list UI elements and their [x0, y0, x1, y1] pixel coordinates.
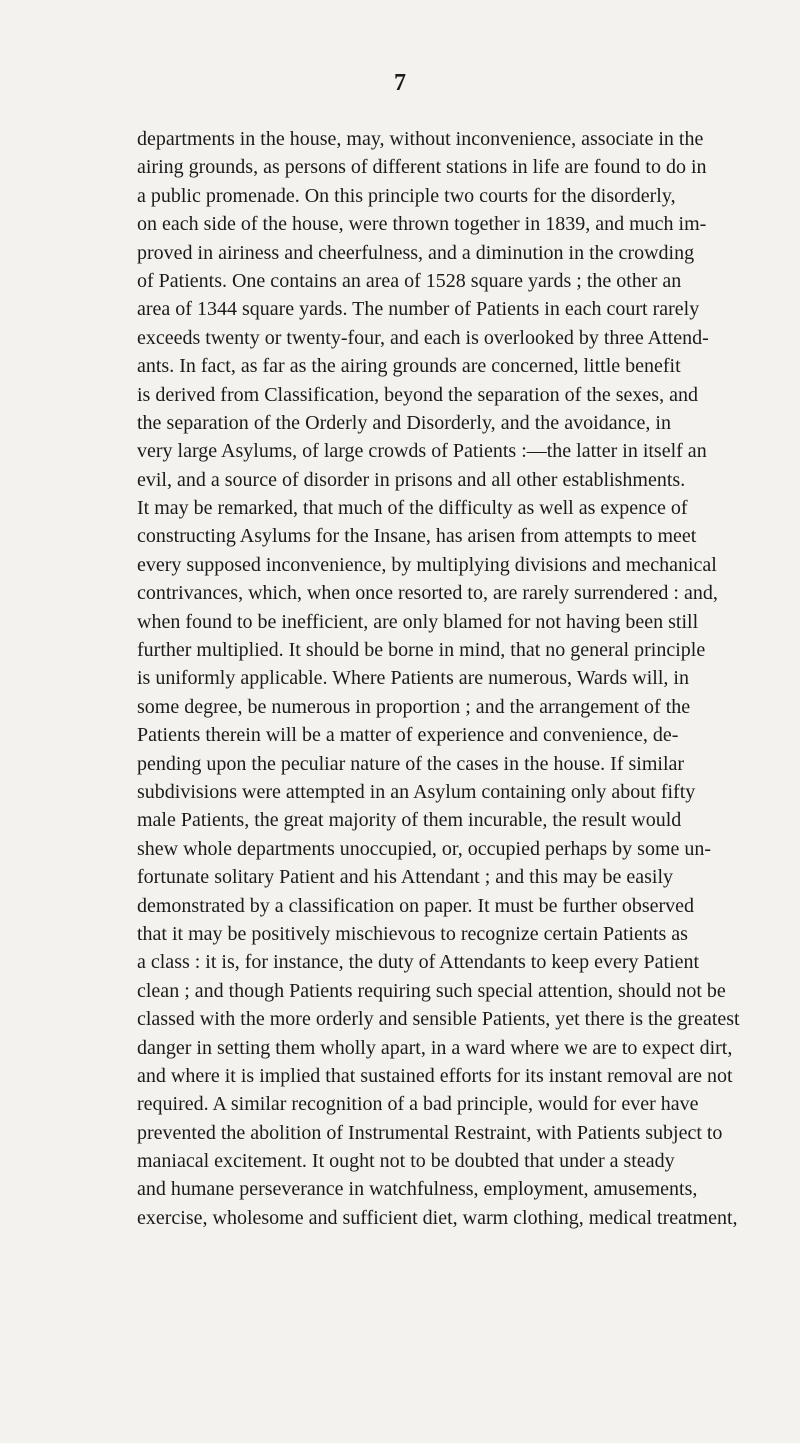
- text-line: ants. In fact, as far as the airing grounds are concerned, little benefit: [137, 355, 681, 378]
- text-line: airing grounds, as persons of different stations in life are found to do in: [137, 156, 707, 179]
- text-line: prevented the abolition of Instrumental Restraint, with Patients subject to: [137, 1121, 723, 1144]
- text-line: a class : it is, for instance, the duty of Attendants to keep every Patient: [137, 951, 700, 974]
- text-line: the separation of the Orderly and Disorderly, and the avoidance, in: [137, 411, 671, 434]
- text-line: very large Asylums, of large crowds of Patients :—the latter in itself an: [137, 440, 707, 463]
- text-line: Patients therein will be a matter of experience and convenience, de-: [137, 724, 679, 747]
- text-line: further multiplied. It should be borne in mind, that no general principle: [137, 639, 706, 662]
- text-line: exceeds twenty or twenty-four, and each is overlooked by three Attend-: [137, 326, 709, 349]
- text-line: danger in setting them wholly apart, in a ward where we are to expect dirt,: [137, 1036, 733, 1059]
- text-line: some degree, be numerous in proportion ; and the arrangement of the: [137, 695, 691, 718]
- text-line: It may be remarked, that much of the difficulty as well as expence of: [137, 497, 688, 520]
- text-line: on each side of the house, were thrown together in 1839, and much im-: [137, 213, 707, 236]
- text-line: demonstrated by a classification on paper. It must be further observed: [137, 894, 695, 917]
- text-line: contrivances, which, when once resorted to, are rarely surrendered : and,: [137, 582, 718, 605]
- text-line: departments in the house, may, without inconvenience, associate in the: [137, 128, 704, 150]
- text-line: shew whole departments unoccupied, or, occupied perhaps by some un-: [137, 837, 712, 860]
- text-line: male Patients, the great majority of them incurable, the result would: [137, 809, 682, 832]
- text-line: constructing Asylums for the Insane, has arisen from attempts to meet: [137, 525, 697, 548]
- text-line: proved in airiness and cheerfulness, and a diminution in the crowding: [137, 241, 695, 264]
- text-line: is uniformly applicable. Where Patients are numerous, Wards will, in: [137, 667, 689, 690]
- text-line: and humane perseverance in watchfulness, employment, amusements,: [137, 1178, 698, 1201]
- text-line: that it may be positively mischievous to recognize certain Patients as: [137, 922, 688, 945]
- text-line: fortunate solitary Patient and his Attendant ; and this may be easily: [137, 866, 673, 889]
- text-line: is derived from Classification, beyond the separation of the sexes, and: [137, 383, 698, 406]
- text-line: area of 1344 square yards. The number of Patients in each court rarely: [137, 298, 700, 321]
- text-line: required. A similar recognition of a bad principle, would for ever have: [137, 1093, 699, 1116]
- text-line: of Patients. One contains an area of 1528 square yards ; the other an: [137, 269, 682, 292]
- text-line: subdivisions were attempted in an Asylum containing only about fifty: [137, 780, 696, 803]
- text-line: exercise, wholesome and sufficient diet, warm clothing, medical treatment,: [137, 1206, 738, 1229]
- body-text: [137, 125, 740, 1232]
- text-line: maniacal excitement. It ought not to be doubted that under a steady: [137, 1150, 675, 1173]
- text-line: clean ; and though Patients requiring such special attention, should not be: [137, 979, 726, 1002]
- text-line: classed with the more orderly and sensible Patients, yet there is the greatest: [137, 1008, 740, 1031]
- text-line: a public promenade. On this principle two courts for the disorderly,: [137, 184, 676, 207]
- page-number: 7: [394, 70, 406, 96]
- text-line: pending upon the peculiar nature of the cases in the house. If similar: [137, 752, 685, 775]
- text-line: and where it is implied that sustained efforts for its instant removal are not: [137, 1064, 733, 1087]
- text-line: when found to be inefficient, are only blamed for not having been still: [137, 610, 699, 633]
- text-line: evil, and a source of disorder in prisons and all other establishments.: [137, 468, 686, 491]
- text-line: every supposed inconvenience, by multiplying divisions and mechanical: [137, 553, 717, 576]
